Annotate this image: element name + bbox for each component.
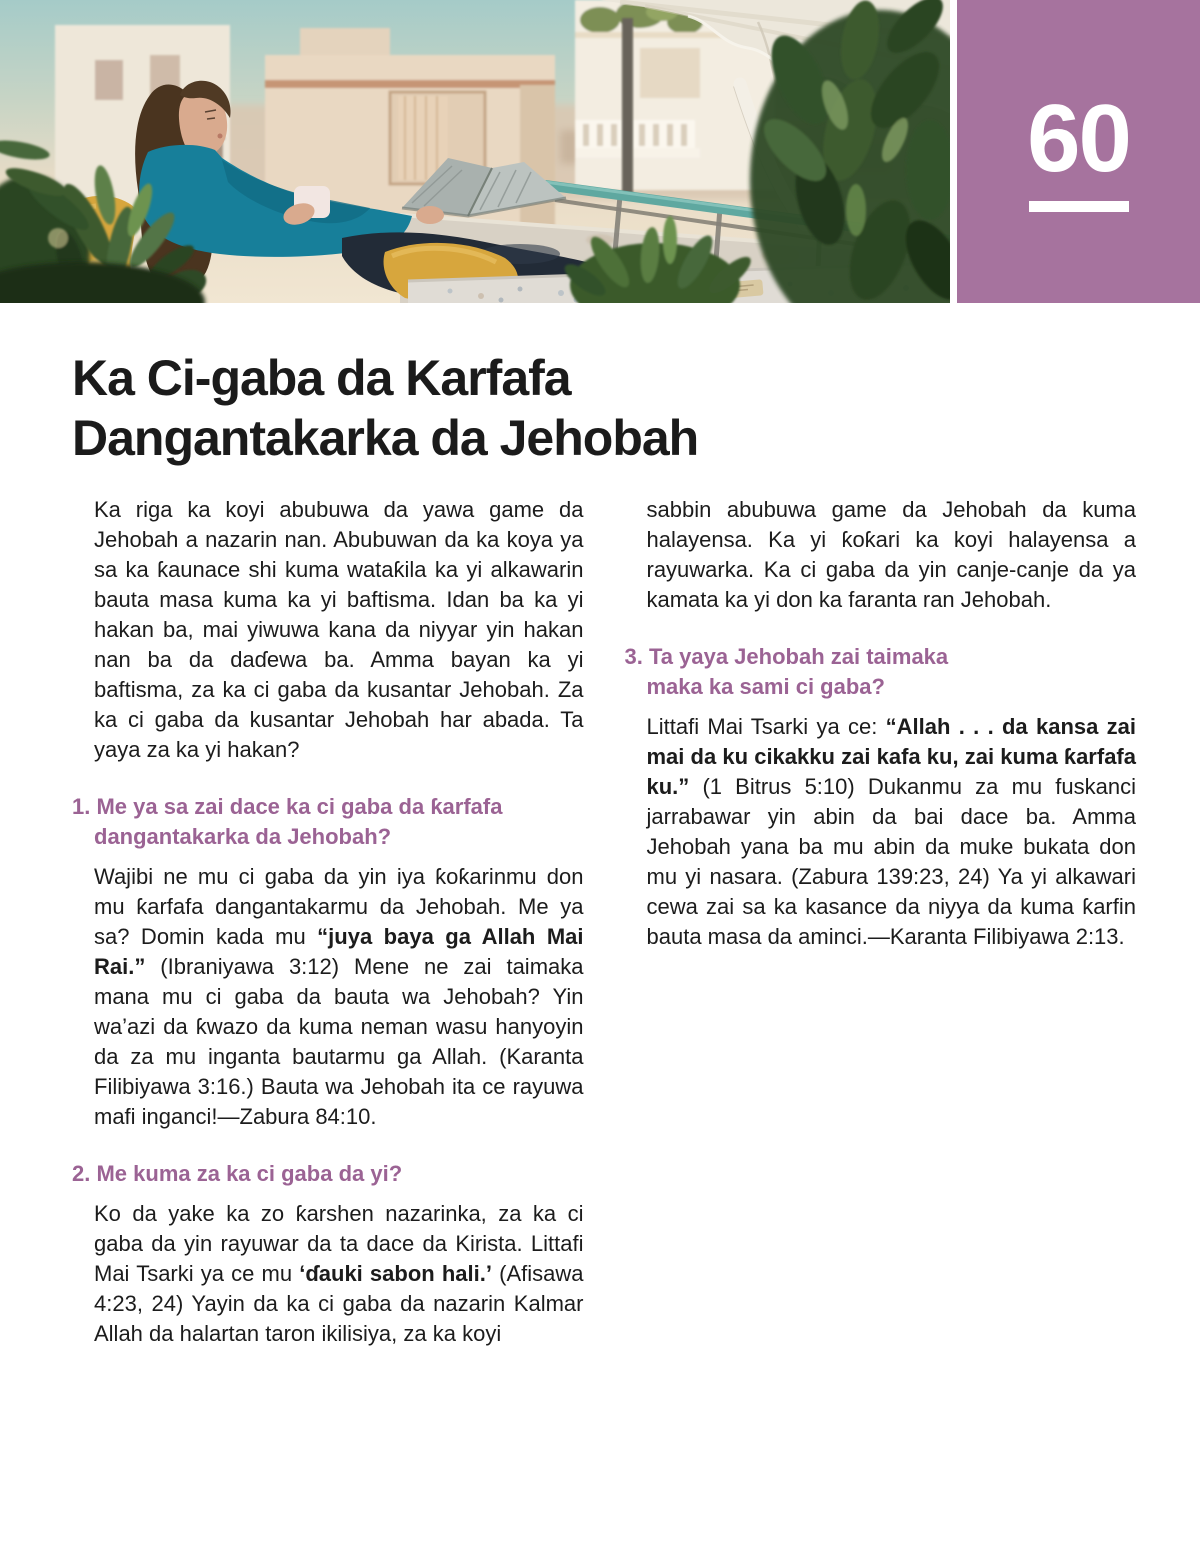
body-paragraph: sabbin abubuwa game da Jehobah da kuma halayensa. Ka yi ƙoƙari ka koyi halayensa a rayuwarka. Ka ci gaba da yin canje-canje da ya kamata ka yi don ka faranta ran Jehobah. — [646, 497, 1136, 612]
lesson-number-underline — [1029, 201, 1129, 212]
balcony-photo — [0, 0, 950, 303]
body-paragraph: Littafi Mai Tsarki ya ce: “Allah . . . da kansa zai mai da ku cikakku zai kafa ku, zai kuma ƙarfafa ku.” (1 Bitrus 5:10) Dukanmu za mu fuskanci jarrabawar yin abin da bai dace ba. Amma Jehobah yana ba mu abin da muke bukata don mu yi nasara. (Zabura 139:23, 24) Ya yi alkawari cewa zai sa ka kasance da niyya da kuma ƙarfin bauta masa da aminci.—Karanta Filibiyawa 2:13. — [646, 714, 1136, 949]
page-title-line-2: Dangantakarka da Jehobah — [72, 410, 699, 466]
question-heading: 2. Me kuma za ka ci gaba da yi? — [72, 1161, 403, 1186]
question-number: 3. — [624, 644, 649, 669]
balcony-photo-illustration — [0, 0, 950, 303]
left-column — [72, 495, 584, 1349]
photo-plants-right — [750, 0, 950, 303]
body-paragraph: Wajibi ne mu ci gaba da yin iya ƙoƙarinmu don mu ƙarfafa dangantakarmu da Jehobah. Me ya sa? Domin kada mu “juya baya ga Allah Mai Rai.” (Ibraniyawa 3:12) Mene ne zai taimaka mana mu ci gaba da bauta wa Jehobah? Yin wa’azi da ƙwazo da kuma neman wasu hanyoyin da za mu inganta bautarmu ga Allah. (Karanta Filibiyawa 3:16.) Bauta wa Jehobah ita ce rayuwa mafi inganci!—Zabura 84:10. — [94, 864, 584, 1129]
question-number: 1. — [72, 794, 97, 819]
hero-section — [0, 0, 1200, 303]
body-paragraph: Ka riga ka koyi abubuwa da yawa game da Jehobah a nazarin nan. Abubuwan da ka koya ya sa ka ƙaunace shi kuma wataƙila ka yi alkawarin bauta masa kuma ka yi baftisma. Idan ba ka yi hakan ba, mai yiwuwa kana da niyyar yin hakan nan ba da daɗewa ba. Amma bayan ka yi baftisma, za ka ci gaba da kusantar Jehobah. Za ka ci gaba da kusantar Jehobah har abada. Ta yaya za ka yi hakan? — [94, 497, 584, 762]
lesson-number: 60 — [1027, 85, 1130, 192]
lesson-number-badge — [957, 0, 1200, 303]
page-title-line-1: Ka Ci-gaba da Karfafa — [72, 350, 571, 406]
page-title — [72, 348, 1136, 468]
lesson-body — [72, 495, 1136, 1349]
question-heading: 1. Me ya sa zai dace ka ci gaba da ƙarfafa dangantakarka da Jehobah? — [72, 794, 503, 849]
right-column — [625, 495, 1137, 1349]
question-heading: 3. Ta yaya Jehobah zai taimaka maka ka sami ci gaba? — [624, 644, 949, 699]
body-paragraph: Ko da yake ka zo ƙarshen nazarinka, za ka ci gaba da yin rayuwar da ta dace da Kirista. Littafi Mai Tsarki ya ce mu ‘ɗauki sabon hali.’ (Afisawa 4:23, 24) Yayin da ka ci gaba da nazarin Kalmar Allah da halartan taron ikilisiya, za ka koyi — [94, 1201, 584, 1346]
question-number: 2. — [72, 1161, 97, 1186]
